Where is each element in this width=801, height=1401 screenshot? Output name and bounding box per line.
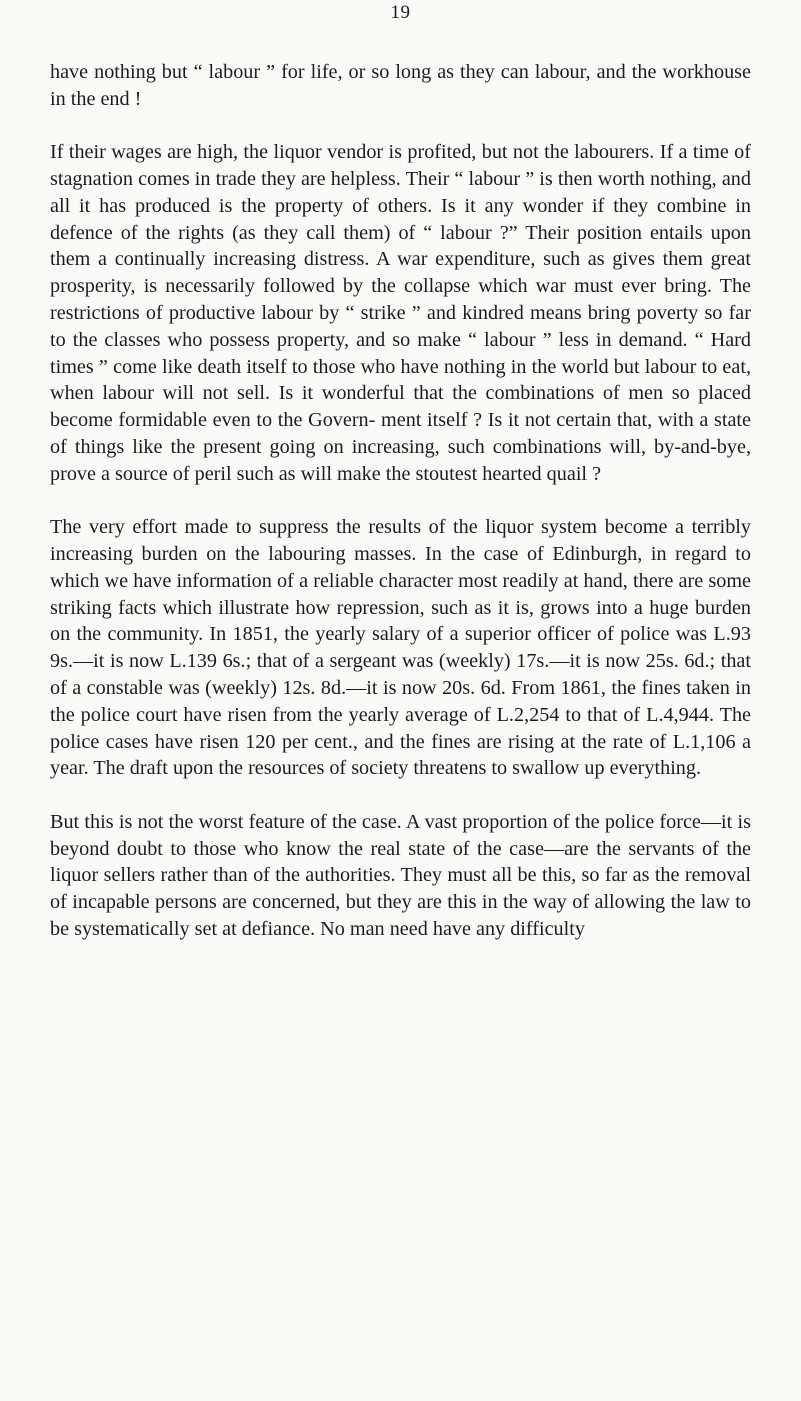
paragraph-wages-and-labour: If their wages are high, the liquor vendor is profited, but not the labourers. If a time of stagnation comes in trade they are helpless. Their “ labour ” is then worth nothing, and all it has produced is the property of others. Is it any wonder if they combine in defence of the rights (as they call them) of “ labour ?” Their position entails upon them a continually increasing distress. A war expenditure, such as gives them great prosperity, is necessarily followed by the collapse which war must ever bring. The restrictions of productive labour by “ strike ” and kindred means bring poverty so far to the classes who possess property, and so make “ labour ” less in demand. “ Hard times ” come like death itself to those who have nothing in the world but labour to eat, when labour will not sell. Is it wonderful that the combinations of men so placed become formidable even to the Govern- ment itself ? Is it not certain that, with a state of things like the present going on increasing, such combinations will, by-and-bye, prove a source of peril such as will make the stoutest hearted quail ? bbox=[50, 141, 751, 485]
paragraph-repression-burden: The very effort made to suppress the results of the liquor system become a terribly increasing burden on the labouring masses. In the case of Edinburgh, in regard to which we have information of a reliable character most readily at hand, there are some striking facts which illustrate how repression, such as it is, grows into a huge burden on the community. In 1851, the yearly salary of a superior officer of police was L.93 9s.—it is now L.139 6s.; that of a sergeant was (weekly) 17s.—it is now 25s. 6d.; that of a constable was (weekly) 12s. 8d.—it is now 20s. 6d. From 1861, the fines taken in the police court have risen from the yearly average of L.2,254 to that of L.4,944. The police cases have risen 120 per cent., and the fines are rising at the rate of L.1,106 a year. The draft upon the resources of society threatens to swallow up everything. bbox=[50, 516, 751, 780]
paragraph-continued: have nothing but “ labour ” for life, or so long as they can labour, and the workhouse in the end ! bbox=[50, 61, 751, 110]
paragraph-police-force: But this is not the worst feature of the case. A vast proportion of the police force—it is beyond doubt to those who know the real state of the case—are the servants of the liquor sellers rather than of the authorities. They must all be this, so far as the removal of incapable persons are concerned, but they are this in the way of allowing the law to be systematically set at defiance. No man need have any difficulty bbox=[50, 810, 751, 940]
page-number: 19 bbox=[390, 2, 411, 23]
page-body bbox=[50, 59, 751, 943]
